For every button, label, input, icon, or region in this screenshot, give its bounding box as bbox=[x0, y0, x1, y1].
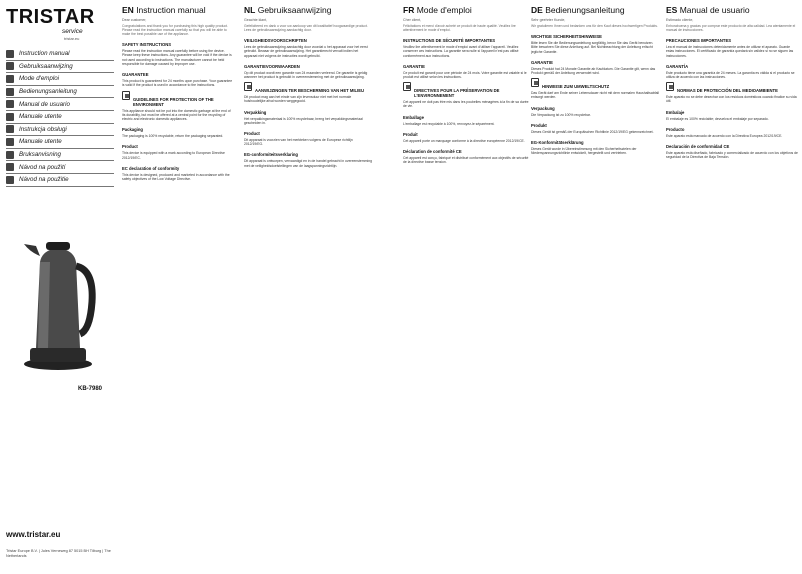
flag-icon bbox=[6, 125, 14, 133]
section-text: Dit apparaat is voorzien van het merkteken volgens de Europese richtlijn 2012/19/EG. bbox=[244, 138, 353, 147]
section-heading: Declaración de conformidad CE bbox=[666, 144, 730, 150]
section-heading: GUARANTEE bbox=[122, 72, 149, 78]
section-text: Dieses Gerät wurde in Übereinstimmung mit den Sicherheitszielen der Niederspannungsrichtlinie entwickelt, hergestellt und vertrieben. bbox=[531, 146, 637, 156]
section-text: This device is equipped with a mark according to European Directive 2012/19/EC. bbox=[122, 151, 225, 160]
section-heading: Verpackung bbox=[531, 105, 555, 111]
greeting: Cher client, bbox=[403, 18, 422, 22]
section-heading: WICHTIGE SICHERHEITSHINWEISE bbox=[531, 34, 602, 40]
section-text: Veuillez lire attentivement le mode d'emploi avant d'utiliser l'appareil. Veuillez conserver ces instructions. La garantie sera nulle si l'appareil n'est pas utilisé conformément aux instructions. bbox=[403, 45, 519, 58]
service-url: tristar.eu bbox=[64, 36, 80, 41]
section-text: Bitte lesen Sie die Bedienungsanleitung sorgfältig, bevor Sie das Gerät benutzen. Bitte bewahren Sie diese Anleitung auf. Bei Nichtbeachtung der Anleitung erlischt jegliche Garantie. bbox=[531, 41, 654, 54]
column-heading: FR Mode d'emploi bbox=[403, 5, 472, 15]
section-heading: Producto bbox=[666, 126, 685, 132]
section-heading: GARANTÍA bbox=[666, 63, 689, 69]
flag-icon bbox=[6, 176, 14, 184]
section-text: Este aparato no se debe desechar con los residuos domésticos cuando finalice su vida útil. bbox=[666, 95, 797, 104]
intro-text: Congratulations and thank you for purchasing this high quality product. Please read the instruction manual carefully so that you will be able to make the best possible use of the appliance. bbox=[122, 24, 228, 37]
section-heading: Packaging bbox=[122, 127, 143, 133]
language-list bbox=[6, 48, 114, 187]
section-text: This appliance should not be put into the domestic garbage at the end of its durability, but must be offered at a central point for the recycling of electric and electronic domestic appliances. bbox=[122, 108, 231, 121]
section-heading: HINWEISE ZUM UMWELTSCHUTZ bbox=[542, 84, 610, 90]
column-es bbox=[666, 5, 798, 567]
section-heading: DIRECTIVES POUR LA PRÉSERVATION DE L'ENVIRONNEMENT bbox=[414, 88, 500, 99]
column-heading: ES Manual de usuario bbox=[666, 5, 750, 15]
section-heading: EG-Konformitätserklärung bbox=[531, 139, 584, 145]
column-nl bbox=[244, 5, 372, 567]
section-text: The packaging is 100% recyclable, return the packaging separated. bbox=[122, 134, 224, 139]
section-text: Het verpakkingsmateriaal is 100% recyclebaar, breng het verpakkingsmateriaal gescheiden in. bbox=[244, 116, 363, 125]
intro-text: Félicitations et merci d'avoir acheté ce produit de haute qualité. Veuillez lire attentivement le mode d'emploi. bbox=[403, 24, 516, 33]
kettle-product-image bbox=[18, 222, 98, 372]
flag-icon bbox=[6, 113, 14, 121]
section-heading: SAFETY INSTRUCTIONS bbox=[122, 42, 172, 48]
greeting: Dear customer, bbox=[122, 18, 147, 22]
language-item[interactable]: Manual de usuario bbox=[6, 98, 114, 111]
language-item[interactable]: Manuale utente bbox=[6, 136, 114, 149]
section-text: This product is guaranteed for 24 months upon purchase. Your guarantee is valid if the product is used in accordance to the instructions. bbox=[122, 79, 233, 88]
brand-logo: TRISTAR bbox=[6, 6, 95, 28]
section-text: Este aparato está diseñado, fabricado y comercializado de acuerdo con los objetivos de seguridad de la Directiva de Baja Tensión. bbox=[666, 151, 798, 160]
section-heading: Déclaration de conformité CE bbox=[403, 149, 462, 155]
section-heading: GARANTIE bbox=[403, 63, 425, 69]
section-heading: INSTRUCTIONS DE SÉCURITÉ IMPORTANTES bbox=[403, 38, 496, 44]
section-heading: Product bbox=[122, 144, 138, 150]
recycle-bin-icon bbox=[122, 91, 130, 100]
flag-icon bbox=[6, 62, 14, 70]
section-text: Lea el manual de instrucciones detenidamente antes de utilizar el aparato. Guarde estas instrucciones. El certificado de garantía quedará sin validez si no se siguen las instrucciones. bbox=[666, 45, 794, 58]
section-heading: VEILIGHEIDSVOORSCHRIFTEN bbox=[244, 38, 307, 44]
column-heading: NL Gebruiksaanwijzing bbox=[244, 5, 332, 15]
section-text: L'emballage est recyclable à 100%, renvoyez-le séparément. bbox=[403, 121, 495, 126]
section-heading: AANWIJZINGEN TER BESCHERMING VAN HET MILIEU bbox=[255, 88, 365, 94]
model-number: KB-7980 bbox=[78, 386, 103, 392]
section-text: Lees de gebruiksaanwijzing aandachtig door voordat u het apparaat voor het eerst gebruikt. Bewaar de gebruiksaanwijzing. Het garantierecht vervalt indien het apparaat niet volgens de instructies wordt gebruikt. bbox=[244, 45, 368, 58]
intro-text: Wir gratulieren Ihnen und bedanken uns für den Kauf dieses hochwertigen Produkts. bbox=[531, 24, 658, 28]
section-text: Cet appareil porte un marquage conforme à la directive européenne 2012/19/CE. bbox=[403, 138, 525, 143]
recycle-bin-icon bbox=[403, 82, 411, 91]
section-text: El embalaje es 100% reciclable; devuelva el embalaje por separado. bbox=[666, 116, 769, 121]
language-item[interactable]: Mode d'emploi bbox=[6, 73, 114, 86]
section-text: Este producto tiene una garantía de 24 meses. La garantía es válida si el producto se utiliza de acuerdo con las instrucciones. bbox=[666, 70, 795, 79]
company-address: Tristar Europe B.V. | Jules Verneweg 87 5015 BH Tilburg | The Netherlands bbox=[6, 549, 111, 558]
section-text: Dieses Gerät ist gemäß der Europäischen Richtlinie 2012/19/EG gekennzeichnet. bbox=[531, 129, 654, 134]
section-text: Cet appareil ne doit pas être mis dans les poubelles ménagères à la fin de sa durée de vie. bbox=[403, 100, 529, 109]
section-text: Dit apparaat is ontworpen, vervaardigd en in de handel gebracht in overeenstemming met de veiligheidsdoelstellingen van de laagspanningsrichtlijn. bbox=[244, 159, 372, 168]
language-item[interactable]: Návod na použití bbox=[6, 161, 114, 174]
language-item[interactable]: Bruksanvisning bbox=[6, 149, 114, 162]
language-item[interactable]: Instruction manual bbox=[6, 48, 114, 61]
column-de bbox=[531, 5, 659, 567]
section-text: Ce produit est garanti pour une période de 24 mois. Votre garantie est valable si le produit est utilisé selon les instructions. bbox=[403, 70, 527, 79]
section-heading: Verpakking bbox=[244, 109, 267, 115]
flag-icon bbox=[6, 138, 14, 146]
flag-icon bbox=[6, 50, 14, 58]
section-heading: GUIDELINES FOR PROTECTION OF THE ENVIRONMENT bbox=[133, 96, 214, 107]
column-en bbox=[122, 5, 234, 567]
greeting: Sehr geehrter Kunde, bbox=[531, 18, 566, 22]
section-heading: GARANTIE bbox=[531, 59, 553, 65]
flag-icon bbox=[6, 88, 14, 96]
section-heading: Product bbox=[244, 131, 260, 137]
language-item[interactable]: Bedienungsanleitung bbox=[6, 86, 114, 99]
section-text: Dit product mag aan het einde van zijn levensduur niet met het normale huishoudelijke afval worden weggegooid. bbox=[244, 95, 352, 104]
flag-icon bbox=[6, 151, 14, 159]
section-text: Op dit product wordt een garantie van 24 maanden verleend. De garantie is geldig wanneer het product is gebruikt in overeenstemming met de gebruiksaanwijzing. bbox=[244, 70, 368, 79]
section-heading: Produkt bbox=[531, 122, 547, 128]
language-item[interactable]: Návod na použitie bbox=[6, 174, 114, 187]
flag-icon bbox=[6, 100, 14, 108]
section-text: This device is designed, produced and marketed in accordance with the safety objectives of the Low Voltage Directive. bbox=[122, 172, 230, 181]
section-heading: Embalaje bbox=[666, 109, 685, 115]
section-text: Cet appareil est conçu, fabriqué et distribué conformément aux objectifs de sécurité de la directive basse tension. bbox=[403, 156, 529, 165]
column-fr bbox=[403, 5, 531, 567]
language-item[interactable]: Manuale utente bbox=[6, 111, 114, 124]
section-heading: Produit bbox=[403, 131, 418, 137]
language-item[interactable]: Instrukcja obsługi bbox=[6, 124, 114, 137]
section-heading: PRECAUCIONES IMPORTANTES bbox=[666, 38, 732, 44]
intro-text: Gefeliciteerd en dank u voor uw aankoop van dit kwalitatief hoogwaardige product. Lees de gebruiksaanwijzing aandachtig door. bbox=[244, 24, 368, 33]
section-heading: EC declaration of conformity bbox=[122, 165, 180, 171]
section-text: Die Verpackung ist zu 100% recyclebar. bbox=[531, 112, 591, 117]
recycle-bin-icon bbox=[531, 78, 539, 87]
website[interactable]: www.tristar.eu bbox=[6, 530, 61, 539]
greeting: Geachte klant, bbox=[244, 18, 268, 22]
section-heading: Emballage bbox=[403, 114, 424, 120]
section-text: Dieses Produkt hat 24 Monate Garantie ab Kaufdatum. Die Garantie gilt, wenn das Produkt gemäß der Anleitung verwendet wird. bbox=[531, 66, 656, 75]
section-heading: EG-conformiteitsverklaring bbox=[244, 152, 298, 158]
flag-icon bbox=[6, 75, 14, 83]
service-label: service bbox=[62, 28, 83, 35]
sidebar bbox=[0, 0, 118, 574]
section-text: Das Gerät darf am Ende seiner Lebensdauer nicht mit dem normalen Haushaltsabfall entsorgt werden. bbox=[531, 91, 659, 100]
column-heading: DE Bedienungsanleitung bbox=[531, 5, 625, 15]
language-item[interactable]: Gebruiksaanwijzing bbox=[6, 61, 114, 74]
flag-icon bbox=[6, 163, 14, 171]
section-heading: NORMAS DE PROTECCIÓN DEL MEDIOAMBIENTE bbox=[677, 88, 778, 94]
greeting: Estimado cliente, bbox=[666, 18, 694, 22]
section-text: Este aparato está marcado de acuerdo con la Directiva Europea 2012/19/CE. bbox=[666, 133, 783, 138]
intro-text: Enhorabuena y gracias por comprar este producto de alta calidad. Lea atentamente el manual de instrucciones. bbox=[666, 24, 796, 33]
recycle-bin-icon bbox=[666, 82, 674, 91]
column-heading: EN Instruction manual bbox=[122, 5, 206, 15]
section-heading: GARANTIEVOORWAARDEN bbox=[244, 63, 300, 69]
section-text: Please read the instruction manual carefully before using the device. Please keep these instructions. Any guarantee will be void if the device is not used according to instructions. The manufacturer cannot be held responsible for damage caused by improper use. bbox=[122, 49, 232, 66]
recycle-bin-icon bbox=[244, 82, 252, 91]
